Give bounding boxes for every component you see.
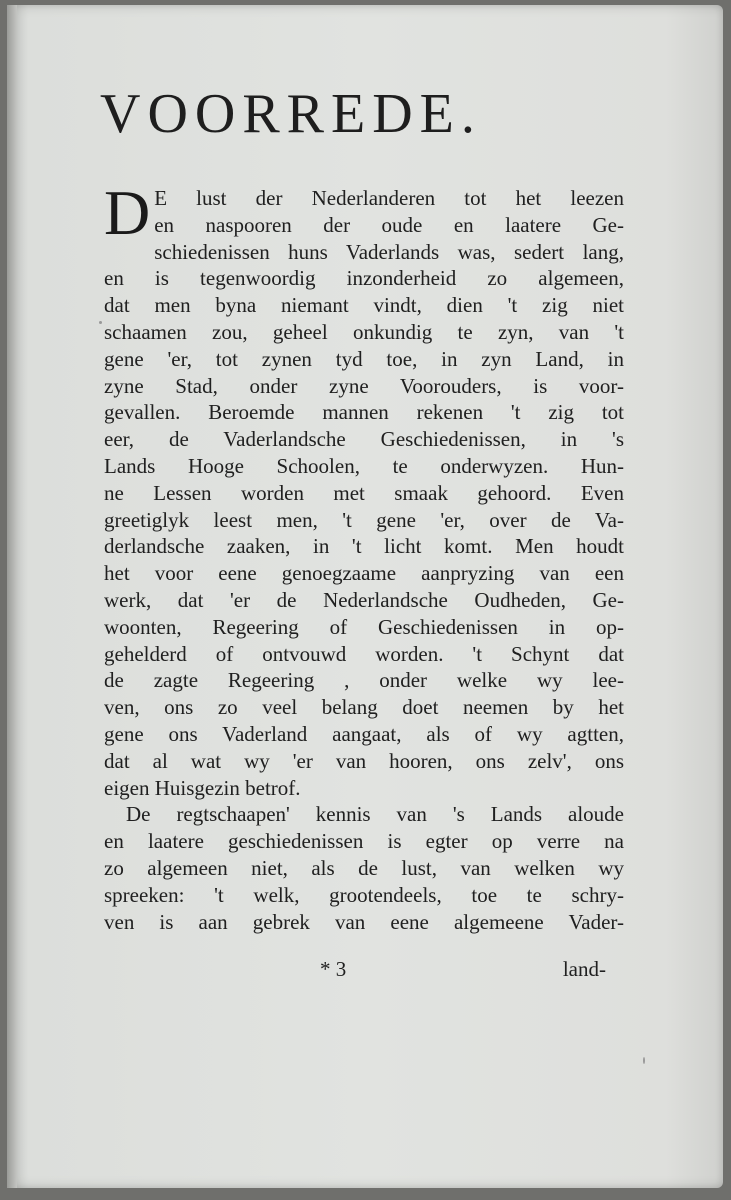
text-line: Lands Hooge Schoolen, te onderwyzen. Hun-: [104, 453, 624, 478]
text-line: ven is aan gebrek van eene algemeene Vader-: [104, 909, 624, 934]
page-footer: [104, 957, 606, 985]
text-line: en naspooren der oude en laatere Ge-: [154, 212, 624, 237]
text-line: spreeken: 't welk, grootendeels, toe te schry-: [104, 882, 624, 907]
text-line: zyne Stad, onder zyne Voorouders, is voor-: [104, 373, 624, 398]
ink-speck: [643, 1057, 645, 1064]
text-line: de zagte Regeering , onder welke wy lee-: [104, 668, 624, 693]
text-line: dat al wat wy 'er van hooren, ons zelv', ons: [104, 748, 624, 773]
text-line: en laatere geschiedenissen is egter op verre na: [104, 829, 624, 854]
text-line: schaamen zou, geheel onkundig te zyn, van 't: [104, 319, 624, 344]
text-line: werk, dat 'er de Nederlandsche Oudheden, Ge-: [104, 587, 624, 612]
signature-mark: * 3: [320, 957, 347, 981]
text-line: eer, de Vaderlandsche Geschiedenissen, in 's: [104, 427, 624, 452]
body-text: [104, 177, 624, 935]
text-line: greetiglyk leest men, 't gene 'er, over de Va-: [104, 507, 624, 532]
text-line: zo algemeen niet, als de lust, van welken wy: [104, 855, 624, 880]
catchword: land-: [562, 957, 606, 981]
text-line: gevallen. Beroemde mannen rekenen 't zig tot: [104, 400, 624, 425]
ink-speck: [99, 321, 102, 324]
text-line: schiedenissen huns Vaderlands was, sedert lang,: [154, 239, 624, 264]
text-line: eigen Huisgezin betrof.: [104, 775, 301, 800]
text-line: woonten, Regeering of Geschiedenissen in op-: [104, 614, 624, 639]
text-line: gene 'er, tot zynen tyd toe, in zyn Land, in: [104, 346, 624, 371]
text-line: het voor eene genoegzaame aanpryzing van een: [104, 561, 624, 586]
page-gutter: [7, 5, 17, 1188]
text-line: gehelderd of ontvouwd worden. 't Schynt dat: [104, 641, 624, 666]
text-line: De regtschaapen' kennis van 's Lands aloude: [126, 802, 624, 827]
text-line: ven, ons zo veel belang doet neemen by het: [104, 695, 624, 720]
text-line: E lust der Nederlanderen tot het leezen: [154, 186, 624, 210]
text-line: ne Lessen worden met smaak gehoord. Even: [104, 480, 624, 505]
page-heading: VOORREDE.: [100, 83, 482, 145]
text-line: dat men byna niemant vindt, dien 't zig niet: [104, 293, 624, 318]
drop-cap: D: [104, 177, 151, 248]
text-line: gene ons Vaderland aangaat, als of wy agtten,: [104, 721, 624, 746]
text-line: en is tegenwoordig inzonderheid zo algemeen,: [104, 266, 624, 291]
text-line: derlandsche zaaken, in 't licht komt. Men houdt: [104, 534, 624, 559]
